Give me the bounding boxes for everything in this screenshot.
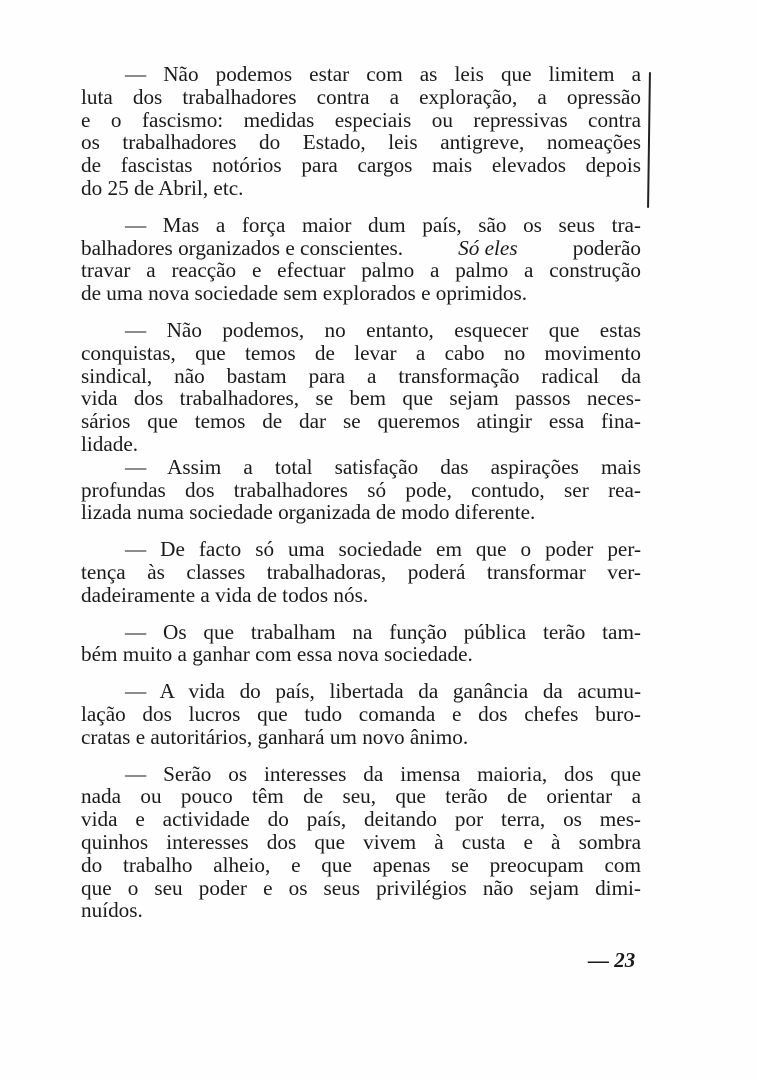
paragraph-1 <box>81 63 641 200</box>
text-line: de fascistas notórios para cargos mais elevados depois <box>81 153 641 178</box>
text-segment: balhadores organizados e conscientes. <box>81 235 404 260</box>
text-line: do 25 de Abril, etc. <box>81 175 244 200</box>
text-line: dadeiramente a vida de todos nós. <box>81 582 369 607</box>
paragraph-5 <box>81 538 641 606</box>
paragraph-4 <box>81 456 641 524</box>
text-line: lizada numa sociedade organizada de modo diferente. <box>81 500 536 525</box>
text-segment: poderão <box>572 235 641 260</box>
text-line: lação dos lucros que tudo comanda e dos chefes buro- <box>81 701 641 726</box>
text-line: vida dos trabalhadores, se bem que sejam passos neces- <box>81 386 641 411</box>
text-line <box>81 237 641 260</box>
text-line: sários que temos de dar se queremos atingir essa fina- <box>81 409 641 434</box>
paragraph-2 <box>81 214 641 305</box>
text-line: — De facto só uma sociedade em que o poder per- <box>125 537 641 562</box>
text-line: quinhos interesses dos que vivem à custa e à sombra <box>81 829 641 854</box>
text-line: conquistas, que temos de levar a cabo no movimento <box>81 340 641 365</box>
margin-annotation-line <box>647 72 651 208</box>
text-line: cratas e autoritários, ganhará um novo ânimo. <box>81 724 469 749</box>
text-line: profundas dos trabalhadores só pode, contudo, ser rea- <box>81 477 641 502</box>
text-line: nuídos. <box>81 898 143 923</box>
text-line: vida e actividade do país, deitando por terra, os mes- <box>81 807 641 832</box>
text-line: travar a reacção e efectuar palmo a palmo a construção <box>81 258 641 283</box>
text-line: de uma nova sociedade sem explorados e oprimidos. <box>81 281 527 306</box>
text-line: — Serão os interesses da imensa maioria, dos que <box>125 761 641 786</box>
text-line: — Não podemos, no entanto, esquecer que estas <box>125 317 641 342</box>
text-line: — Os que trabalham na função pública terão tam- <box>125 619 641 644</box>
text-line: — Assim a total satisfação das aspirações mais <box>125 454 641 479</box>
text-line: lidade. <box>81 431 139 456</box>
text-line: sindical, não bastam para a transformação radical da <box>81 363 641 388</box>
text-line: tença às classes trabalhadoras, poderá transformar ver- <box>81 559 641 584</box>
italic-emphasis: Só eles <box>458 235 518 260</box>
text-line: que o seu poder e os seus privilégios não sejam dimi- <box>81 875 641 900</box>
mixed-style-line <box>81 237 641 260</box>
paragraph-7 <box>81 680 641 748</box>
text-line: bém muito a ganhar com essa nova sociedade. <box>81 642 473 667</box>
paragraph-3 <box>81 319 641 456</box>
text-line: — A vida do país, libertada da ganância da acumu- <box>125 679 641 704</box>
text-line: luta dos trabalhadores contra a exploração, a opressão <box>81 84 641 109</box>
text-line: do trabalho alheio, e que apenas se preocupam com <box>81 852 641 877</box>
paragraph-8 <box>81 763 641 923</box>
paragraph-6 <box>81 621 641 667</box>
text-line: — Não podemos estar com as leis que limitem a <box>125 62 641 86</box>
text-line: os trabalhadores do Estado, leis antigreve, nomeações <box>81 130 641 155</box>
page-number: — 23 <box>588 948 636 972</box>
text-line: nada ou pouco têm de seu, que terão de orientar a <box>81 784 641 809</box>
body-text <box>81 63 641 922</box>
text-line: — Mas a força maior dum país, são os seus tra- <box>125 212 641 237</box>
text-line: e o fascismo: medidas especiais ou repressivas contra <box>81 107 641 132</box>
